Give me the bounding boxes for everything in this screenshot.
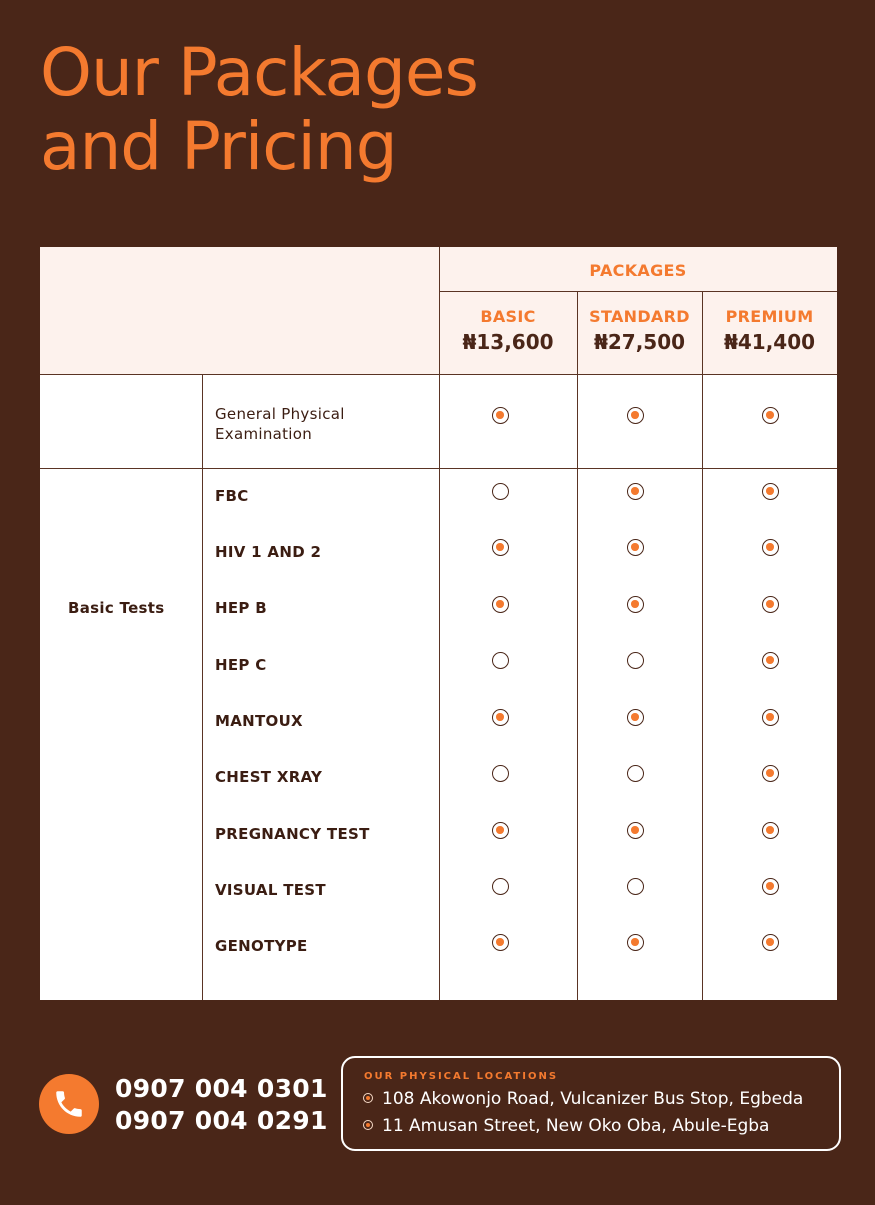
included-radio-icon (492, 822, 509, 839)
included-radio-icon (492, 407, 509, 424)
row-label-test: FBC (215, 487, 249, 505)
row-label-general-physical-examination: General Physical Examination (215, 405, 345, 443)
row-label-test: GENOTYPE (215, 937, 308, 955)
included-radio-icon (627, 539, 644, 556)
included-radio-icon (492, 596, 509, 613)
packages-heading: PACKAGES (589, 261, 687, 280)
divider (40, 468, 837, 469)
location-text: 108 Akowonjo Road, Vulcanizer Bus Stop, Egbeda (382, 1089, 804, 1109)
row-label-test: MANTOUX (215, 712, 303, 730)
divider (40, 374, 837, 375)
row-label-test: CHEST XRAY (215, 768, 323, 786)
included-radio-icon (762, 709, 779, 726)
included-radio-icon (627, 822, 644, 839)
included-radio-icon (627, 483, 644, 500)
location-bullet-icon (363, 1093, 373, 1103)
not-included-radio-icon (492, 652, 509, 669)
phone-numbers (115, 1073, 328, 1137)
included-radio-icon (762, 539, 779, 556)
location-item (363, 1116, 769, 1136)
included-radio-icon (627, 407, 644, 424)
row-label-test: HIV 1 AND 2 (215, 543, 322, 561)
package-price: ₦27,500 (593, 330, 686, 354)
package-name: PREMIUM (725, 307, 814, 326)
not-included-radio-icon (627, 652, 644, 669)
phone-icon (52, 1087, 86, 1121)
title-line-2: and Pricing (40, 108, 397, 185)
included-radio-icon (492, 934, 509, 951)
location-text: 11 Amusan Street, New Oko Oba, Abule-Egba (382, 1116, 770, 1136)
included-radio-icon (762, 765, 779, 782)
included-radio-icon (762, 407, 779, 424)
location-item (363, 1089, 803, 1109)
package-name: BASIC (480, 307, 536, 326)
package-basic (439, 307, 577, 354)
included-radio-icon (762, 822, 779, 839)
phone-number-1[interactable]: 0907 004 0301 (115, 1074, 328, 1103)
locations-box (341, 1056, 841, 1151)
included-radio-icon (627, 709, 644, 726)
included-radio-icon (762, 652, 779, 669)
not-included-radio-icon (492, 878, 509, 895)
location-bullet-icon (363, 1120, 373, 1130)
not-included-radio-icon (627, 878, 644, 895)
package-price: ₦13,600 (462, 330, 554, 354)
row-label-test: PREGNANCY TEST (215, 825, 370, 843)
included-radio-icon (762, 596, 779, 613)
included-radio-icon (762, 483, 779, 500)
pricing-table (40, 247, 837, 1000)
locations-title: OUR PHYSICAL LOCATIONS (364, 1071, 559, 1082)
divider (439, 247, 440, 1000)
title-line-1: Our Packages (40, 34, 478, 111)
included-radio-icon (762, 878, 779, 895)
divider (439, 291, 837, 292)
included-radio-icon (627, 934, 644, 951)
not-included-radio-icon (492, 765, 509, 782)
page-title (40, 36, 478, 184)
phone-icon-badge (39, 1074, 99, 1134)
phone-number-2[interactable]: 0907 004 0291 (115, 1106, 328, 1135)
divider (702, 291, 703, 1000)
included-radio-icon (627, 596, 644, 613)
row-label-test: HEP C (215, 656, 267, 674)
group-label-basic-tests: Basic Tests (68, 599, 165, 617)
package-price: ₦41,400 (723, 330, 816, 354)
package-standard (577, 307, 702, 354)
included-radio-icon (492, 539, 509, 556)
row-label-test: VISUAL TEST (215, 881, 326, 899)
divider (577, 291, 578, 1000)
package-name: STANDARD (589, 307, 690, 326)
included-radio-icon (762, 934, 779, 951)
row-label-test: HEP B (215, 599, 267, 617)
package-premium (702, 307, 837, 354)
not-included-radio-icon (627, 765, 644, 782)
included-radio-icon (492, 709, 509, 726)
not-included-radio-icon (492, 483, 509, 500)
